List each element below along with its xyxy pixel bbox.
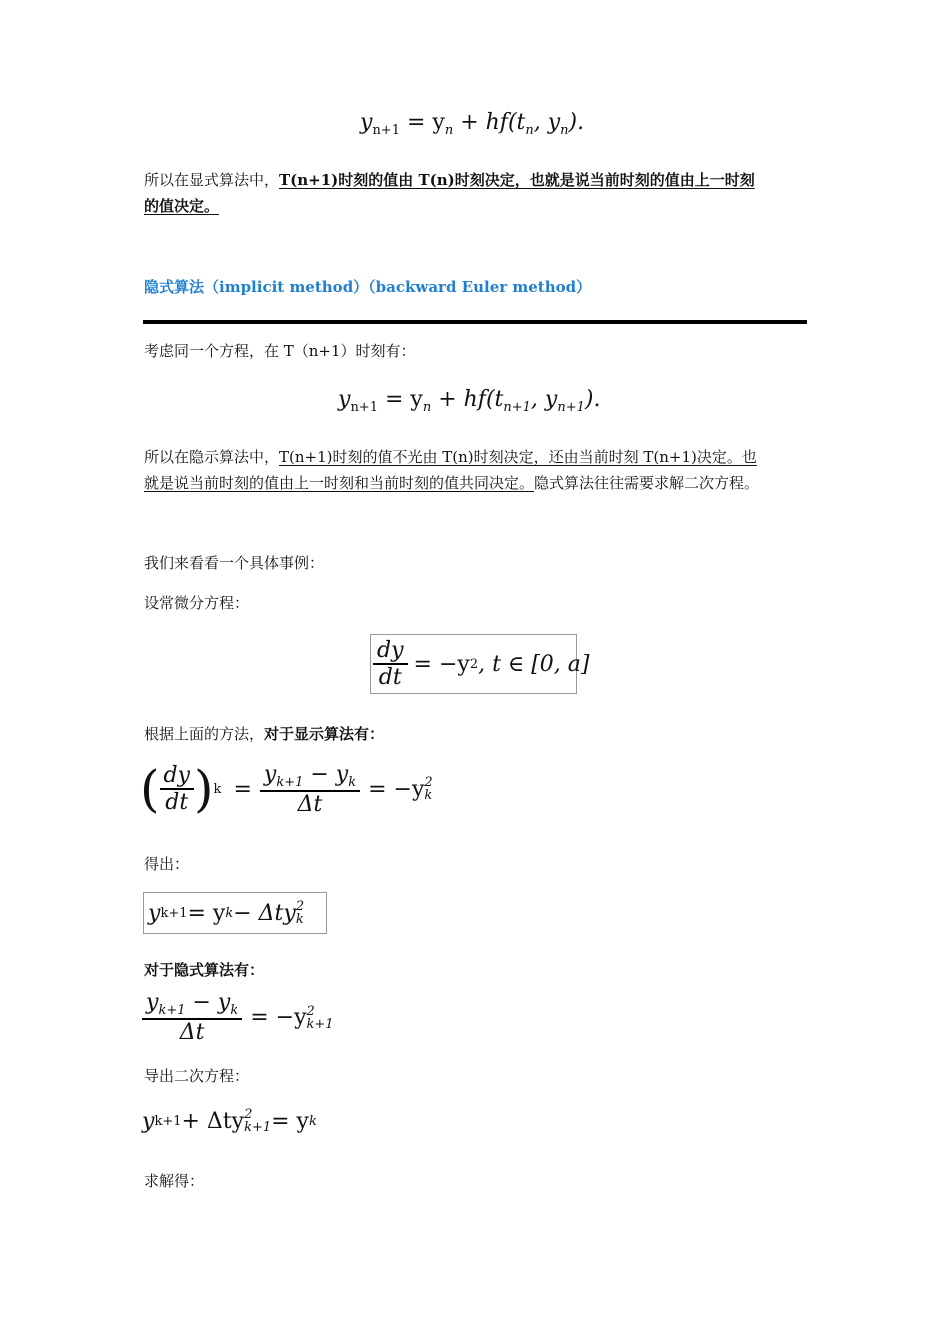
equation-implicit-euler: $y_{n+1} = y_n + hf(t_{n+1}$, $y_{n+1}$). [338,387,601,415]
equation-implicit-discrete: $\frac{y_{k+1} - y_k}{\Delta t}$ = −y 2 k+1 [142,990,334,1045]
paragraph-result: 得出： [144,855,190,873]
paragraph-quadratic-intro: 导出二次方程： [144,1067,250,1085]
equation-quadratic: y k+1 + Δty 2 k+1 = y k [142,1107,317,1135]
equation-explicit-discrete: ( $\frac{dy}{dt}$ ) k = $\frac{y_{k+1} - y_k}{\Delta t}$ = −y 2 k [140,760,433,818]
equation-explicit-euler: $y_{n+1} = y_n + hf(t_n$, $y_n$). [360,110,585,138]
paragraph-explicit-case: 根据上面的方法，对于显示算法有： [144,725,385,743]
paragraph-ode-intro: 设常微分方程： [144,594,250,612]
paragraph-explicit-explanation: 所以在显式算法中，T(n+1)时刻的值由 T(n)时刻决定，也就是说当前时刻的值由上一时刻 [144,171,755,189]
paragraph-explicit-explanation-line2: 的值决定。 [144,197,220,215]
paragraph-implicit-explanation: 所以在隐示算法中，T(n+1)时刻的值不光由 T(n)时刻决定，还由当前时刻 T(n+1)决定。也 [144,448,757,466]
paragraph-example-intro: 我们来看看一个具体事例： [144,554,325,572]
paragraph-same-equation: 考虑同一个方程，在 T（n+1）时刻有： [144,342,416,360]
paragraph-implicit-case: 对于隐式算法有： [144,961,265,979]
section-heading-implicit-method: 隐式算法（implicit method）（backward Euler method） [144,278,592,296]
equation-ode: $\frac{dy}{dt}$ = −y 2 , t ∈ [0, a] [370,634,577,694]
equation-explicit-update: y k+1 = y k − Δty 2 k [143,892,327,934]
heading-divider [143,320,807,324]
paragraph-implicit-explanation-line2: 就是说当前时刻的值由上一时刻和当前时刻的值共同决定。隐式算法往往需要求解二次方程。 [144,474,760,492]
paragraph-solve: 求解得： [144,1172,205,1190]
